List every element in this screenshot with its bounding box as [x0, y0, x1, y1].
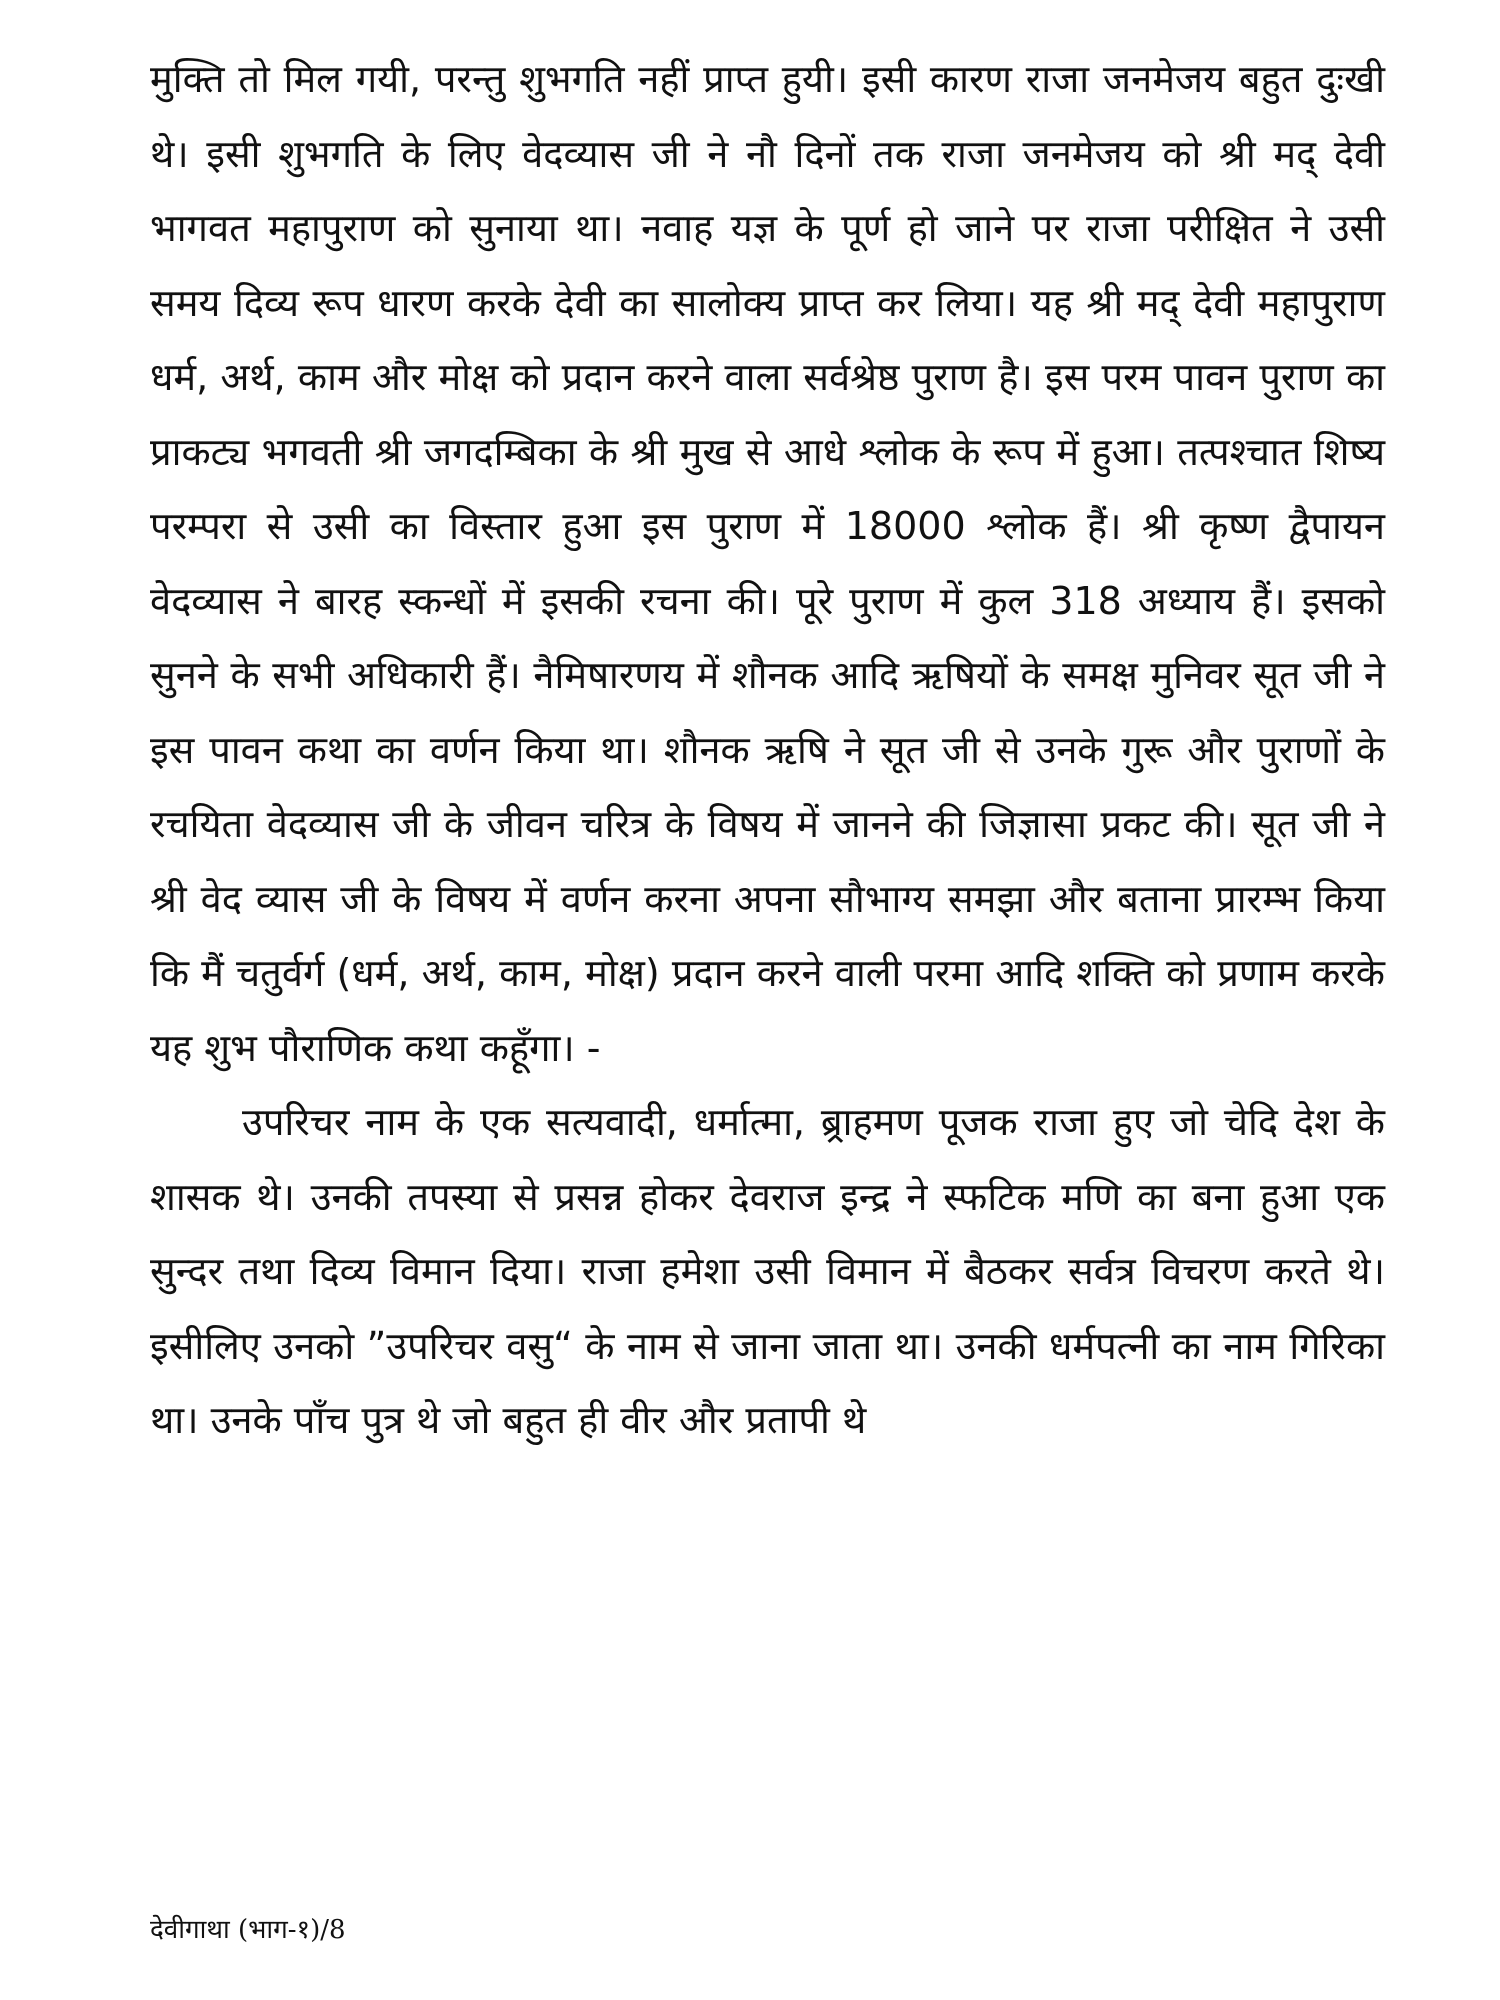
page-footer: देवीगाथा (भाग-१)/8 — [150, 1915, 346, 1945]
paragraph-2: उपरिचर नाम के एक सत्यवादी, धर्मात्मा, ब्र्राहमण पूजक राजा हुए जो चेदि देश के शासक थे। उनकी तपस्या से प्रसन्न होकर देवराज इन्द्र ने स्फटिक मणि का बना हुआ एक सुन्दर तथा दिव्य विमान दिया। राजा हमेशा उसी विमान में बैठकर सर्वत्र विचरण करते थे। इसीलिए उनको ”उपरिचर वसु“ के नाम से जाना जाता था। उनकी धर्मपत्नी का नाम गिरिका था। उनके पाँच पुत्र थे जो बहुत ही वीर और प्रतापी थे — [150, 1100, 1385, 1442]
paragraph-1: मुक्ति तो मिल गयी, परन्तु शुभगति नहीं प्राप्त हुयी। इसी कारण राजा जनमेजय बहुत दुःखी थे। इसी शुभगति के लिए वेदव्यास जी ने नौ दिनों तक राजा जनमेजय को श्री मद् देवी भागवत महापुराण को सुनाया था। नवाह यज्ञ के पूर्ण हो जाने पर राजा परीक्षित ने उसी समय दिव्य रूप धारण करके देवी का सालोक्य प्राप्त कर लिया। यह श्री मद् देवी महापुराण धर्म, अर्थ, काम और मोक्ष को प्रदान करने वाला सर्वश्रेष्ठ पुराण है। इस परम पावन पुराण का प्राकट्य भगवती श्री जगदम्बिका के श्री मुख से आधे श्लोक के रूप में हुआ। तत्पश्चात शिष्य परम्परा से उसी का विस्तार हुआ इस पुराण में 18000 श्लोक हैं। श्री कृष्ण द्वैपायन वेदव्यास ने बारह स्कन्धों में इसकी रचना की। पूरे पुराण में कुल 318 अध्याय हैं। इसको सुनने के सभी अधिकारी हैं। नैमिषारणय में शौनक आदि ऋषियों के समक्ष मुनिवर सूत जी ने इस पावन कथा का वर्णन किया था। शौनक ऋषि ने सूत जी से उनके गुरू और पुराणों के रचयिता वेदव्यास जी के जीवन चरित्र के विषय में जानने की जिज्ञासा प्रकट की। सूत जी ने श्री वेद व्यास जी के विषय में वर्णन करना अपना सौभाग्य समझा और बताना प्रारम्भ किया कि मैं चतुर्वर्ग (धर्म, अर्थ, काम, मोक्ष) प्रदान करने वाली परमा आदि शक्ति को प्रणाम करके यह शुभ पौराणिक कथा कहूँगा। - — [150, 57, 1385, 1070]
body-text — [150, 42, 1385, 1458]
